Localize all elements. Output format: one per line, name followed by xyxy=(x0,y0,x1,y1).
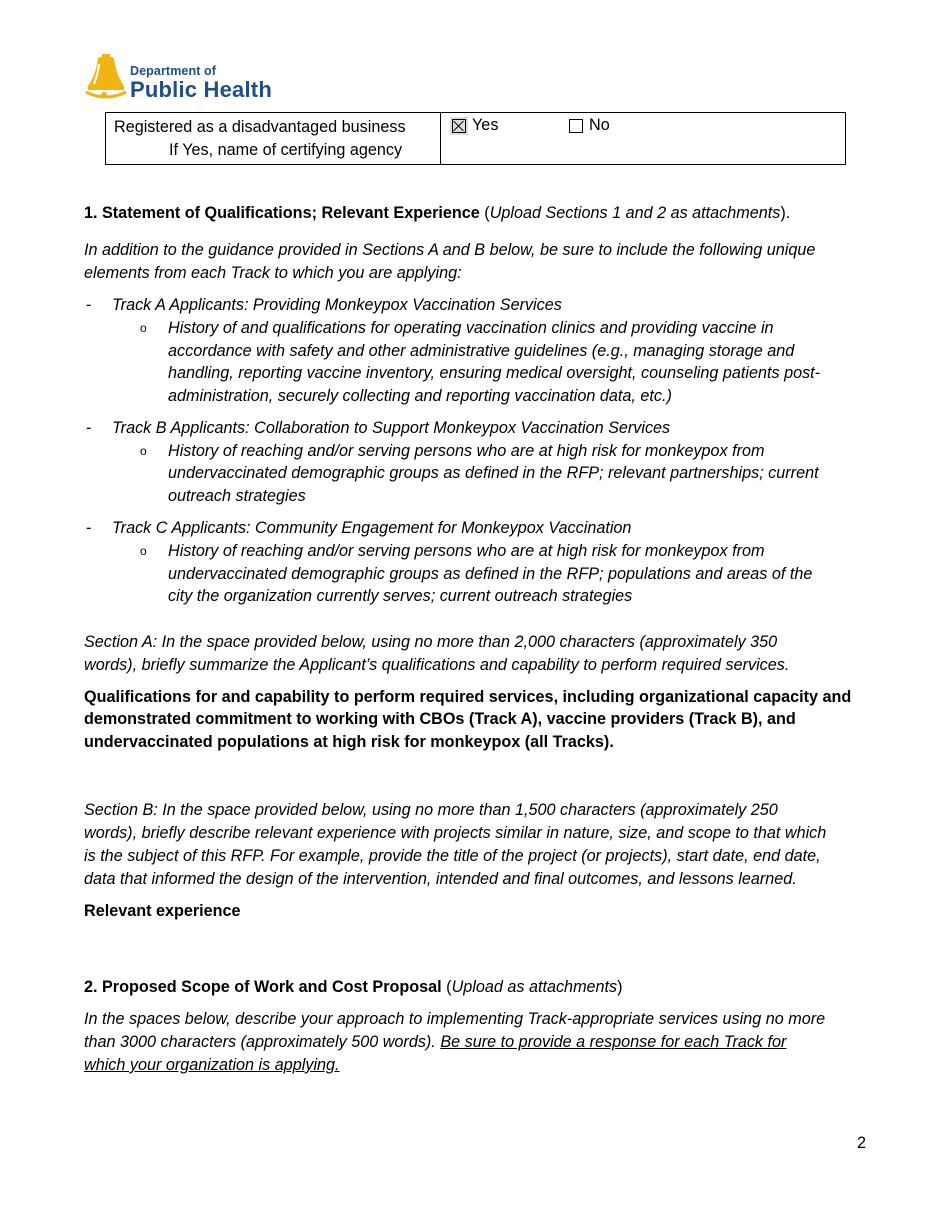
track-a-line-2: accordance with safety and other administrative guidelines (e.g., managing storage and xyxy=(168,342,795,360)
track-a-line-1: History of and qualifications for operating vaccination clinics and providing vaccine in xyxy=(168,319,774,337)
section1-paren-open: ( xyxy=(479,204,490,222)
track-b-title: Track B Applicants: Collaboration to Support Monkeypox Vaccination Services xyxy=(112,419,671,437)
section1-note: Upload Sections 1 and 2 as attachments xyxy=(489,204,781,222)
track-c-bullet: o xyxy=(140,544,147,558)
disadvantaged-business-table xyxy=(105,112,846,165)
track-a-bullet: o xyxy=(140,321,147,335)
track-c-line-3: city the organization currently serves; current outreach strategies xyxy=(168,587,633,605)
section2-line-2 xyxy=(84,1031,786,1054)
track-a-title: Track A Applicants: Providing Monkeypox Vaccination Services xyxy=(112,296,562,314)
track-a-line-4: administration, securely collecting and reporting vaccination data, etc.) xyxy=(168,387,672,405)
relevant-experience-label: Relevant experience xyxy=(84,902,241,920)
section2-line-1: In the spaces below, describe your approach to implementing Track-appropriate services using no more xyxy=(84,1010,826,1028)
section-b-line-2: words), briefly describe relevant experience with projects similar in nature, size, and scope to that which xyxy=(84,824,827,842)
dph-logo xyxy=(84,54,294,104)
intro-line-2: elements from each Track to which you are applying: xyxy=(84,264,462,282)
section2-line-2-underlined: Be sure to provide a response for each Track for xyxy=(440,1033,787,1051)
section2-paren-open: ( xyxy=(441,978,452,996)
checked-box-icon[interactable] xyxy=(452,119,466,133)
section1-paren-close: ). xyxy=(780,204,791,222)
certifying-agency-label: If Yes, name of certifying agency xyxy=(169,141,403,159)
section2-note: Upload as attachments xyxy=(451,978,618,996)
yes-checkbox[interactable] xyxy=(452,116,498,135)
section-b-line-3: is the subject of this RFP. For example, provide the title of the project (or projects), start date, end date, xyxy=(84,847,821,865)
disadvantaged-business-label: Registered as a disadvantaged business xyxy=(114,118,406,136)
no-checkbox[interactable] xyxy=(569,116,610,135)
track-b-bullet: o xyxy=(140,444,147,458)
section2-line-3: which your organization is applying. xyxy=(84,1056,340,1074)
section2-title: 2. Proposed Scope of Work and Cost Proposal xyxy=(84,978,442,996)
logo-text-public-health: Public Health xyxy=(130,77,272,102)
qualifications-line-2: demonstrated commitment to working with CBOs (Track A), vaccine providers (Track B), and xyxy=(84,710,796,728)
no-label: No xyxy=(589,116,610,134)
track-c-line-1: History of reaching and/or serving persons who are at high risk for monkeypox from xyxy=(168,542,765,560)
logo-text-department: Department of xyxy=(130,64,217,78)
track-b-dash: - xyxy=(86,419,92,437)
qualifications-line-3: undervaccinated populations at high risk for monkeypox (all Tracks). xyxy=(84,733,614,751)
track-b-line-1: History of reaching and/or serving persons who are at high risk for monkeypox from xyxy=(168,442,765,460)
intro-line-1: In addition to the guidance provided in Sections A and B below, be sure to include the following unique xyxy=(84,241,816,259)
qualifications-line-1: Qualifications for and capability to perform required services, including organizational capacity and xyxy=(84,688,852,706)
track-b-line-2: undervaccinated demographic groups as defined in the RFP; relevant partnerships; current xyxy=(168,464,819,482)
table-divider xyxy=(440,113,441,164)
yes-label: Yes xyxy=(472,116,499,134)
track-a-line-3: handling, reporting vaccine inventory, ensuring medical oversight, counseling patients post- xyxy=(168,364,821,382)
track-a-dash: - xyxy=(86,296,92,314)
section2-heading xyxy=(84,976,623,999)
section2-paren-close: ) xyxy=(617,978,623,996)
page-number: 2 xyxy=(857,1134,867,1152)
liberty-bell-icon xyxy=(84,54,128,102)
track-c-dash: - xyxy=(86,519,92,537)
empty-box-icon[interactable] xyxy=(569,119,583,133)
track-c-line-2: undervaccinated demographic groups as defined in the RFP; populations and areas of the xyxy=(168,565,813,583)
section-a-line-2: words), briefly summarize the Applicant’s qualifications and capability to perform required services. xyxy=(84,656,790,674)
section-b-line-1: Section B: In the space provided below, using no more than 1,500 characters (approximately 250 xyxy=(84,801,778,819)
section-a-line-1: Section A: In the space provided below, using no more than 2,000 characters (approximately 350 xyxy=(84,633,778,651)
section1-heading xyxy=(84,202,790,225)
section1-title: 1. Statement of Qualifications; Relevant Experience xyxy=(84,204,480,222)
track-b-line-3: outreach strategies xyxy=(168,487,306,505)
section2-line-2-plain: than 3000 characters (approximately 500 words). xyxy=(84,1033,441,1051)
track-c-title: Track C Applicants: Community Engagement for Monkeypox Vaccination xyxy=(112,519,632,537)
section-b-line-4: data that informed the design of the intervention, intended and final outcomes, and lessons learned. xyxy=(84,870,797,888)
